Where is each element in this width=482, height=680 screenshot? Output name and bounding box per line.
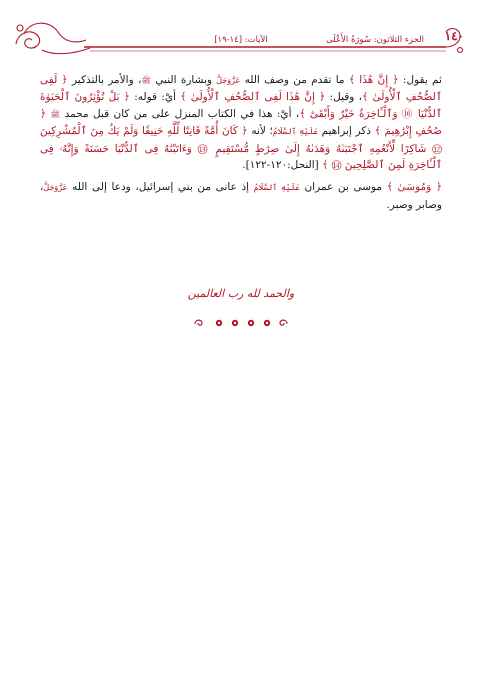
quran-verse: لَفِى ٱلصُّحُفِ ٱلْأُولَىٰ	[40, 74, 443, 104]
page-number: ١٤٠	[444, 29, 464, 43]
quran-bracket: ﴿	[40, 107, 47, 120]
honorific: عَلَيْهِ ٱلسَّلَامُ	[272, 127, 318, 137]
quran-bracket: ﴿	[237, 125, 248, 138]
body-text: ثم يقول:	[398, 74, 442, 86]
closing-flourish-icon	[191, 316, 291, 330]
quran-bracket: ﴿	[388, 74, 399, 86]
body-text: موسى بن عمران	[299, 181, 387, 194]
body-text: ، أيْ: هذا في الكتاب المنزل على من كان قبل محمد	[60, 107, 300, 120]
body-text: ، وقيل:	[325, 91, 363, 104]
body-text: ؛ لأنه	[247, 125, 273, 138]
quran-bracket: ﴿	[119, 91, 130, 104]
closing-phrase: والحمد لله رب العالمين	[187, 287, 295, 300]
quran-verse: صُحُفِ إِبْرَٰهِيمَ	[384, 125, 442, 138]
body-text: ما تقدم من وصف الله	[240, 74, 349, 86]
body-text: ، وصابر وصبر.	[40, 181, 442, 211]
body-text: إذ عانى من بني إسرائيل، ودعا إلى الله	[67, 181, 254, 194]
quran-bracket: ﴾	[180, 91, 191, 104]
quran-bracket: ﴾	[348, 74, 360, 86]
body-text: أيْ: قوله:	[129, 91, 181, 104]
quran-bracket: ﴾	[299, 107, 310, 120]
quran-verse: إِنَّ هَٰذَا لَفِى ٱلصُّحُفِ ٱلْأُولَىٰ	[190, 91, 315, 104]
tafsir-body	[40, 72, 442, 219]
header-book-title: الجزء الثلاثون: سُورَةُ الأَعْلَى	[326, 35, 424, 45]
honorific: عَلَيْهِ ٱلسَّلَامُ	[253, 183, 300, 193]
body-text: ذكر إبراهيم	[317, 125, 375, 138]
quran-bracket: ﴿	[57, 74, 68, 86]
body-text: وبشارة النبي	[151, 74, 217, 86]
quran-verse: وَمُوسَىٰ	[397, 181, 432, 194]
quran-bracket: ﴾	[386, 181, 398, 194]
honorific: عَزَّوَجَلَّ	[43, 183, 68, 193]
body-text: [النحل:١٢٠-١٢٢].	[242, 159, 323, 172]
quran-verse: بَلْ تُؤْثِرُونَ ٱلْحَيَوٰةَ ٱلدُّنْيَا ⑯ وَٱلْـَٔاخِرَةُ خَيْرٌ وَأَبْقَىٰٓ	[40, 91, 442, 120]
tafsir-paragraph	[40, 179, 442, 213]
quran-bracket: ﴾	[362, 91, 373, 104]
quran-bracket: ﴾	[374, 125, 385, 138]
quran-verse: كَانَ أُمَّةً قَانِتًا لِّلَّهِ حَنِيفًا وَلَمْ يَكُ مِنَ ٱلْمُشْرِكِينَ ⑫ شَاكِرًا لِّأَنْعُمِهِ ٱجْتَبَىٰهُ وَهَدَىٰهُ إِلَىٰ صِرَٰطٍ مُّسْتَقِيمٍ ⑬ وَءَاتَيْنَٰهُ فِى ٱلدُّنْيَا حَسَنَةً وَإِنَّهُۥ فِى ٱلْـَٔاخِرَةِ لَمِنَ ٱلصَّٰلِحِينَ ⑭	[40, 125, 442, 172]
quran-bracket: ﴿	[431, 181, 442, 194]
honorific: ﷺ	[50, 109, 61, 119]
quran-bracket: ﴾	[322, 159, 332, 172]
tafsir-paragraph	[40, 72, 442, 173]
honorific: ﷺ	[141, 76, 152, 85]
honorific: عَزَّوَجَلَّ	[216, 76, 241, 85]
page-header	[14, 14, 468, 62]
quran-bracket: ﴿	[314, 91, 326, 104]
body-text: ، والأمر بالتذكير	[67, 74, 142, 86]
header-ayat-range: الآيات: [١٤-١٩]	[214, 35, 268, 45]
quran-verse: إِنَّ هَٰذَا	[359, 74, 389, 86]
